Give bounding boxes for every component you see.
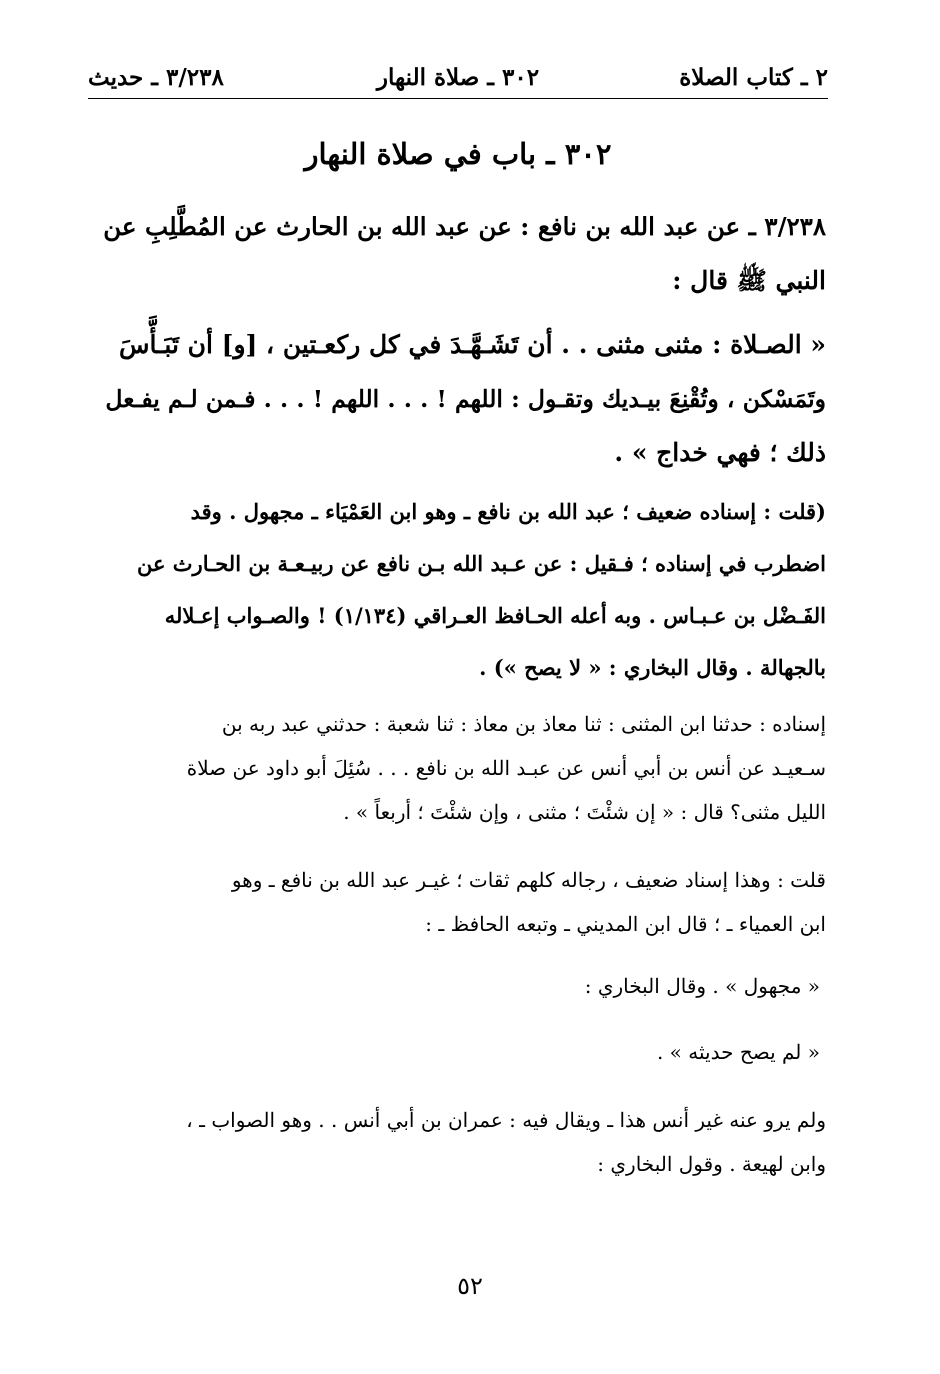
text-line: ابن العمياء ـ ؛ قال ابن المديني ـ وتبعه الحافظ ـ :	[425, 912, 826, 936]
page-number: ٥٢	[457, 1272, 483, 1300]
hadith-text-paragraph	[92, 318, 826, 480]
text-line: سـعيـد عن أنس بن أبي أنس عن عبـد الله بن نافع . . . سُئِلَ أبو داود عن صلاة	[186, 756, 826, 780]
chapter-heading: ٣٠٢ ـ باب في صلاة النهار	[304, 137, 612, 171]
text-line: ذلك ؛ فهي خداج » .	[614, 438, 826, 467]
text-line: بالجهالة . وقال البخاري : « لا يصح ») .	[479, 655, 826, 680]
text-line: إسناده : حدثنا ابن المثنى : ثنا معاذ بن معاذ : ثنا شعبة : حدثني عبد ربه بن	[221, 712, 826, 736]
header-book-title: ٢ ـ كتاب الصلاة	[679, 64, 828, 91]
header-divider	[88, 98, 828, 99]
text-line: ٣/٢٣٨ ـ عن عبد الله بن نافع : عن عبد الله بن الحارث عن المُطَّلِبِ عن	[103, 212, 826, 241]
text-line: وتَمَسْكن ، وتُقْنِعَ بيـديك وتقـول : اللهم ! . . . اللهم ! . . . فـمن لـم يفـعل	[105, 385, 826, 413]
running-header	[88, 60, 828, 100]
text-line: « الصـلاة : مثنى مثنى . . أن تَشَـهَّـدَ في كل ركعـتين ، [و] أن تَبَـأَّسَ	[118, 330, 826, 359]
isnad-paragraph	[92, 702, 826, 834]
quotation-line: « مجهول » . وقال البخاري :	[584, 974, 820, 998]
text-line: الليل مثنى؟ قال : « إن شئْتَ ؛ مثنى ، وإن شئْتَ ؛ أربعاً » .	[343, 800, 826, 824]
text-line: اضطرب في إسناده ؛ فـقيل : عن عـبد الله بـن نافع عن ربيـعـة بن الحـارث عن	[136, 551, 826, 576]
text-line: الفَـضْل بن عـبـاس . وبه أعله الحـافظ العـراقي (١/١٣٤) ! والصـواب إعـلاله	[164, 603, 826, 628]
commentary-paragraph	[92, 858, 826, 946]
commentary-paragraph	[92, 1098, 826, 1186]
text-line: وابن لهيعة . وقول البخاري :	[597, 1152, 826, 1176]
text-line: ولم يرو عنه غير أنس هذا ـ ويقال فيه : عمران بن أبي أنس . . وهو الصواب ـ ،	[186, 1108, 826, 1132]
hadith-chain-paragraph	[92, 200, 826, 308]
header-chapter-title: ٣٠٢ ـ صلاة النهار	[376, 64, 540, 91]
text-line: قلت : وهذا إسناد ضعيف ، رجاله كلهم ثقات ؛ غيـر عبد الله بن نافع ـ وهو	[231, 868, 826, 892]
grading-paragraph	[92, 486, 826, 694]
header-hadith-number: ٣/٢٣٨ ـ حديث	[88, 64, 224, 91]
quotation-line: « لم يصح حديثه » .	[656, 1040, 820, 1064]
text-line: (قلت : إسناده ضعيف ؛ عبد الله بن نافع ـ وهو ابن العَمْيَاء ـ مجهول . وقد	[190, 499, 826, 524]
text-line: النبي ﷺ قال :	[672, 266, 826, 295]
